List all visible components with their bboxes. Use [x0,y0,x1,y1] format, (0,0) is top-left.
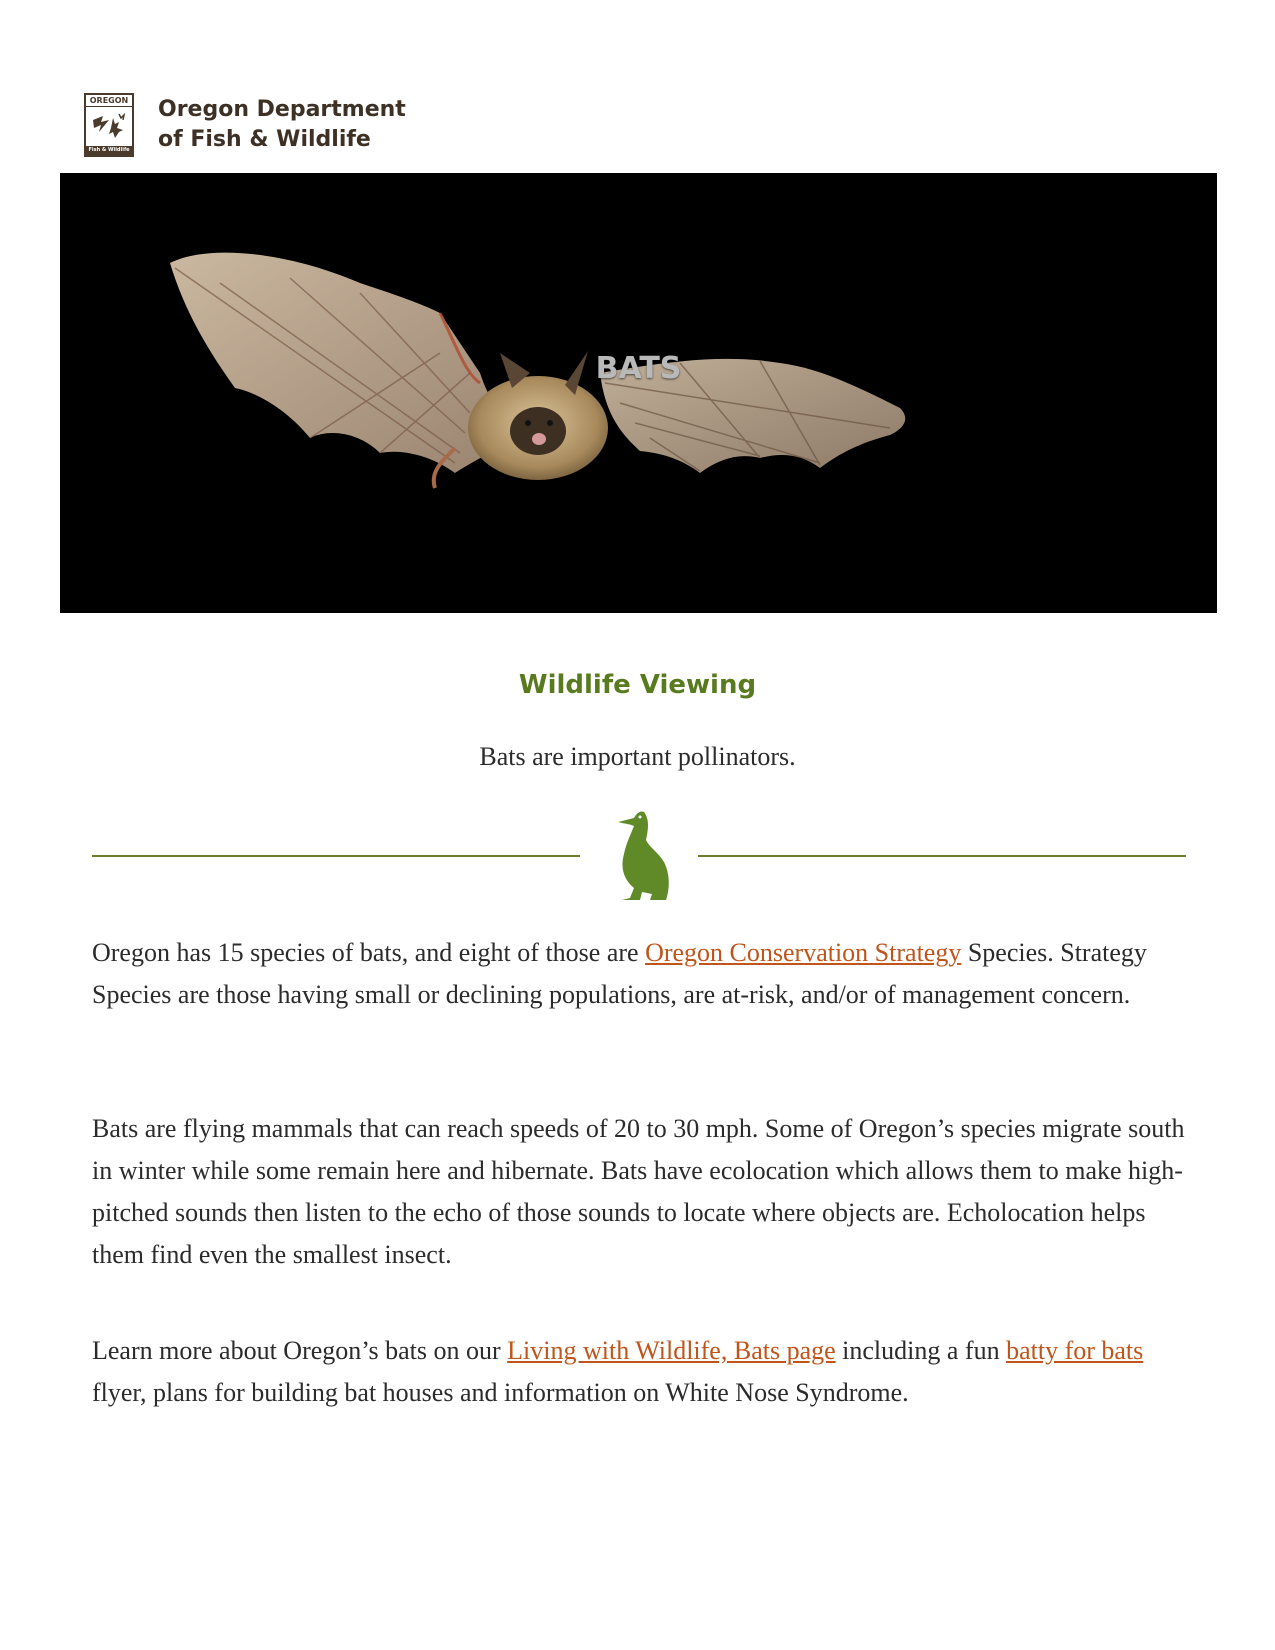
odfw-logo[interactable] [84,93,134,157]
pelican-icon [600,808,680,904]
hero-title: BATS [595,351,682,386]
org-name-line2: of Fish & Wildlife [158,127,371,152]
org-name-line1: Oregon Department [158,97,406,122]
divider-right [698,855,1186,857]
section-heading: Wildlife Viewing [518,670,757,700]
paragraph-echolocation: Bats are flying mammals that can reach speeds of 20 to 30 mph. Some of Oregon’s species migrate south in winter while some remain here and hibernate. Bats have ecolocation which allows them to make high-pitched sounds then listen to the echo of those sounds to locate where objects are. Echolocation helps them find even the smallest insect. [92,1114,1185,1269]
paragraph-species [92,932,1192,1016]
paragraph-learn-more [92,1330,1192,1414]
logo-bottom-text: Fish & Wildlife [86,146,132,155]
p3-text-before: Learn more about Oregon’s bats on our [92,1336,508,1365]
divider-left [92,855,580,857]
site-header [84,92,406,158]
p3-text-after: flyer, plans for building bat houses and information on White Nose Syndrome. [92,1378,909,1407]
p1-text-before: Oregon has 15 species of bats, and eight of those are [92,938,646,967]
oregon-conservation-strategy-link[interactable]: Oregon Conservation Strategy [645,938,962,967]
p3-text-middle: including a fun [835,1336,1007,1365]
tagline: Bats are important pollinators. [479,742,796,771]
batty-for-bats-link[interactable]: batty for bats [1006,1336,1144,1365]
living-with-wildlife-bats-link[interactable]: Living with Wildlife, Bats page [507,1336,836,1365]
logo-emblem-icon [86,107,132,146]
p1-text-after: Species. Strategy Species are those having small or declining populations, are at-risk, and/or of management concern. [92,938,1147,1009]
bat-photo [60,173,1217,613]
hero-banner [60,173,1217,613]
logo-top-text: OREGON [86,95,132,107]
org-name[interactable] [158,95,406,155]
